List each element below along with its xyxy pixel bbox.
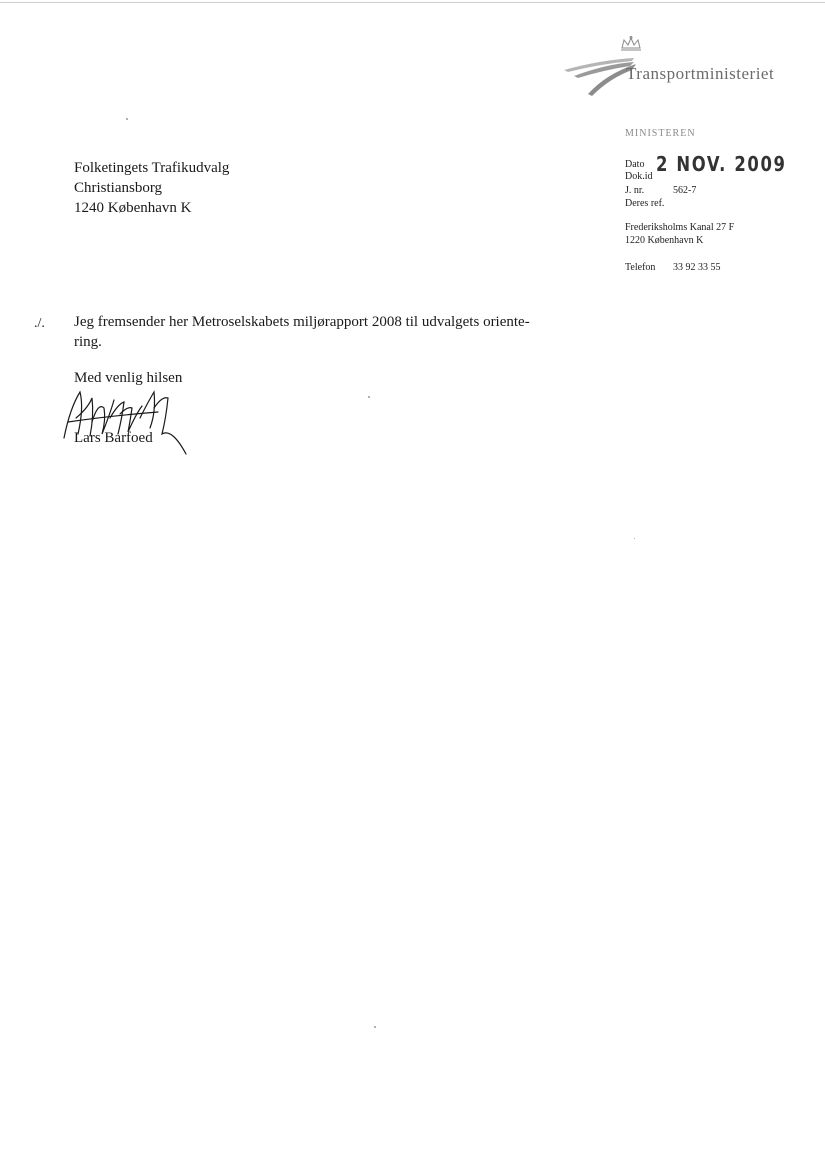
- handwritten-signature-icon: [58, 378, 198, 458]
- address-line-1: Frederiksholms Kanal 27 F: [625, 222, 735, 233]
- jnr-value: 562-7: [673, 185, 697, 196]
- jnr-row: [625, 185, 696, 196]
- address-line-2: 1220 København K: [625, 235, 704, 246]
- body-line-1: Jeg fremsender her Metroselskabets miljørapport 2008 til udvalgets oriente-: [74, 314, 530, 330]
- enclosure-mark: ./.: [34, 316, 45, 331]
- dokid-row: [625, 171, 673, 182]
- telefon-row: [625, 262, 721, 273]
- recipient-line-3: 1240 København K: [74, 200, 192, 216]
- body-paragraph: [74, 312, 574, 352]
- recipient-address: [74, 158, 229, 218]
- dokid-label: Dok.id: [625, 171, 653, 182]
- closing-greeting: Med venlig hilsen: [74, 370, 183, 386]
- ministry-name: Transportministeriet: [626, 64, 775, 83]
- recipient-line-1: Folketingets Trafikudvalg: [74, 160, 230, 176]
- ministry-logo: [560, 36, 800, 102]
- scan-speck: [634, 538, 635, 539]
- telefon-label: Telefon: [625, 262, 656, 273]
- scan-speck: [126, 118, 128, 120]
- scan-edge-line: [0, 2, 825, 3]
- deres-ref-label: Deres ref.: [625, 198, 665, 209]
- jnr-label: J. nr.: [625, 185, 645, 196]
- date-stamp: 2 NOV. 2009: [656, 152, 787, 176]
- deres-ref-row: [625, 198, 664, 209]
- scan-speck: [368, 396, 370, 398]
- recipient-line-2: Christiansborg: [74, 180, 163, 196]
- telefon-value: 33 92 33 55: [673, 262, 721, 273]
- dato-label: Dato: [625, 159, 645, 170]
- department-label: MINISTEREN: [625, 128, 696, 139]
- scan-speck: [374, 1026, 376, 1028]
- body-line-2: ring.: [74, 334, 102, 350]
- signer-name: Lars Barfoed: [74, 430, 153, 446]
